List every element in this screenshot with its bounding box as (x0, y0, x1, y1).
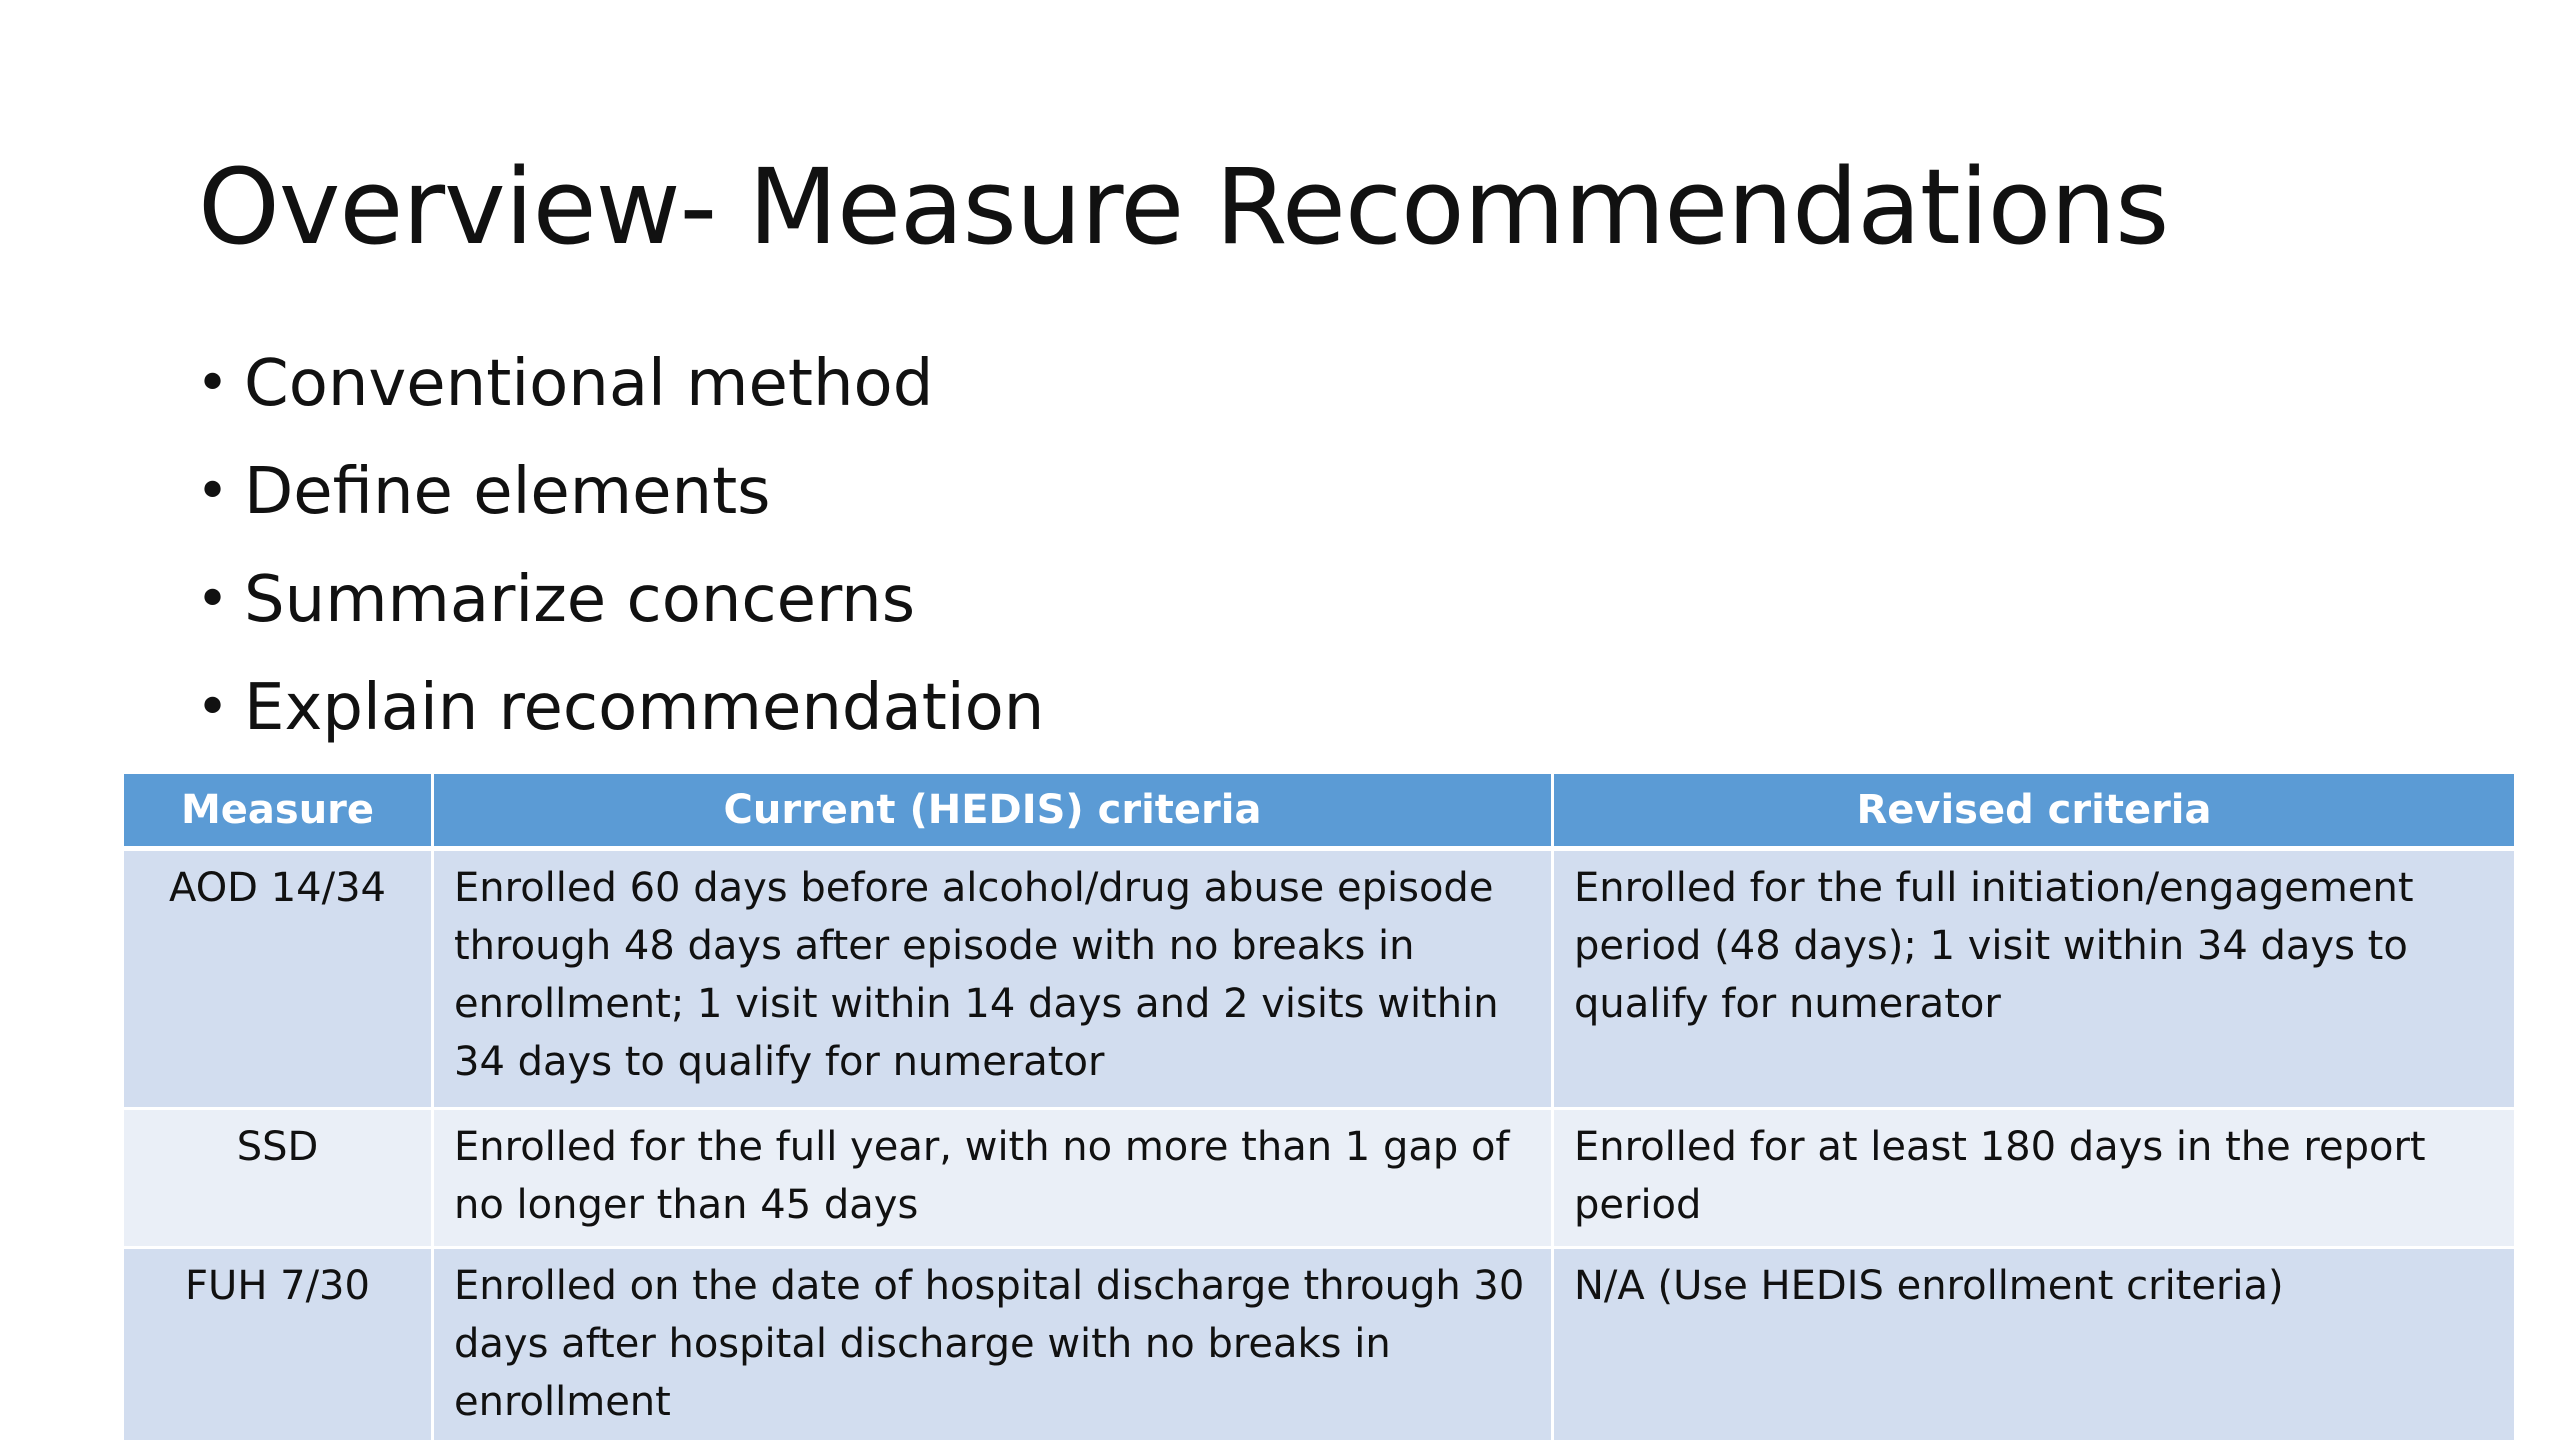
table-row (124, 1249, 2514, 1440)
cell-current-criteria: Enrolled on the date of hospital discharge through 30 days after hospital discharge with no breaks in enrollment (434, 1249, 1554, 1440)
bullet-text: Explain recommendation (244, 671, 1045, 745)
cell-revised-criteria: Enrolled for at least 180 days in the report period (1554, 1110, 2514, 1249)
cell-measure: AOD 14/34 (124, 851, 434, 1110)
bullet-item (196, 546, 1044, 654)
criteria-table (124, 774, 2514, 1440)
bullet-item (196, 330, 1044, 438)
cell-measure: SSD (124, 1110, 434, 1249)
cell-current-criteria: Enrolled for the full year, with no more than 1 gap of no longer than 45 days (434, 1110, 1554, 1249)
bullet-icon: • (196, 567, 230, 632)
cell-measure: FUH 7/30 (124, 1249, 434, 1440)
bullet-icon: • (196, 351, 230, 416)
bullet-text: Define elements (244, 455, 771, 529)
bullet-item (196, 438, 1044, 546)
bullet-item (196, 654, 1044, 762)
bullet-list (196, 330, 1044, 762)
cell-current-criteria: Enrolled 60 days before alcohol/drug abuse episode through 48 days after episode with no breaks in enrollment; 1 visit within 14 days and 2 visits within 34 days to qualify for numerator (434, 851, 1554, 1110)
slide-title: Overview- Measure Recommendations (198, 146, 2169, 268)
bullet-text: Conventional method (244, 347, 934, 421)
bullet-text: Summarize concerns (244, 563, 916, 637)
criteria-table-container (124, 774, 2514, 1440)
cell-revised-criteria: N/A (Use HEDIS enrollment criteria) (1554, 1249, 2514, 1440)
header-revised-criteria: Revised criteria (1554, 774, 2514, 851)
header-measure: Measure (124, 774, 434, 851)
bullet-icon: • (196, 459, 230, 524)
table-header-row (124, 774, 2514, 851)
header-current-criteria: Current (HEDIS) criteria (434, 774, 1554, 851)
bullet-icon: • (196, 675, 230, 740)
table-row (124, 851, 2514, 1110)
table-row (124, 1110, 2514, 1249)
cell-revised-criteria: Enrolled for the full initiation/engagement period (48 days); 1 visit within 34 days to qualify for numerator (1554, 851, 2514, 1110)
